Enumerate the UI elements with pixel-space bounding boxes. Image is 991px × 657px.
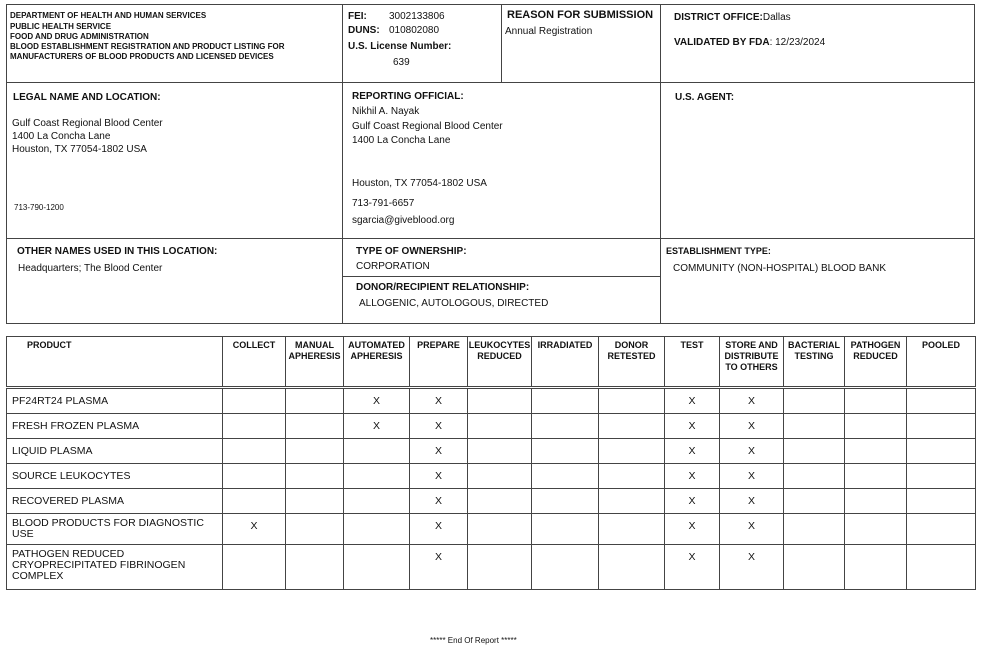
mark-cell (286, 464, 344, 489)
mark-cell (344, 439, 410, 464)
mark-cell (907, 389, 976, 414)
legal-name: Gulf Coast Regional Blood Center (12, 118, 163, 129)
mark-cell (845, 545, 907, 590)
column-header: AUTOMATED APHERESIS (344, 337, 410, 387)
agency-line: FOOD AND DRUG ADMINISTRATION (10, 32, 149, 41)
license-label: U.S. License Number: (348, 41, 452, 52)
mark-cell (845, 514, 907, 545)
table-row (7, 439, 976, 464)
donor-label: DONOR/RECIPIENT RELATIONSHIP: (356, 282, 530, 293)
mark-cell: X (720, 464, 784, 489)
mark-cell (784, 439, 845, 464)
mark-cell (468, 489, 532, 514)
reason-label: REASON FOR SUBMISSION (507, 9, 654, 21)
mark-cell: X (410, 389, 468, 414)
establishment-label: ESTABLISHMENT TYPE: (666, 246, 771, 256)
mark-cell: X (410, 414, 468, 439)
official-label: REPORTING OFFICIAL: (352, 91, 464, 102)
mark-cell: X (665, 389, 720, 414)
table-body (7, 387, 976, 590)
agent-box (660, 82, 975, 239)
mark-cell (532, 389, 599, 414)
mark-cell (784, 514, 845, 545)
mark-cell: X (410, 439, 468, 464)
product-name-cell: FRESH FROZEN PLASMA (7, 414, 223, 439)
legal-phone: 713-790-1200 (14, 203, 64, 212)
column-header: PREPARE (410, 337, 468, 387)
mark-cell (532, 414, 599, 439)
product-name-cell: RECOVERED PLASMA (7, 489, 223, 514)
column-header: TEST (665, 337, 720, 387)
mark-cell (344, 489, 410, 514)
column-header: COLLECT (223, 337, 286, 387)
official-contact (352, 104, 503, 148)
column-header: POOLED (907, 337, 976, 387)
mark-cell: X (665, 464, 720, 489)
mark-cell (845, 414, 907, 439)
mark-cell: X (665, 439, 720, 464)
mark-cell: X (223, 514, 286, 545)
product-name-cell: PF24RT24 PLASMA (7, 389, 223, 414)
mark-cell (223, 489, 286, 514)
agency-line: PUBLIC HEALTH SERVICE (10, 22, 112, 31)
mark-cell (223, 389, 286, 414)
mark-cell (907, 489, 976, 514)
column-header: STORE AND DISTRIBUTE TO OTHERS (720, 337, 784, 387)
mark-cell (286, 439, 344, 464)
district-office (674, 12, 791, 23)
table-header-row (7, 337, 976, 387)
agency-header (10, 9, 285, 62)
official-org: Gulf Coast Regional Blood Center (352, 121, 503, 132)
mark-cell (468, 464, 532, 489)
other-names-value: Headquarters; The Blood Center (18, 263, 163, 274)
fei-value: 3002133806 (389, 11, 445, 22)
mark-cell: X (344, 389, 410, 414)
mark-cell (344, 464, 410, 489)
table-row (7, 414, 976, 439)
agency-line: BLOOD ESTABLISHMENT REGISTRATION AND PRODUCT LISTING FOR (10, 42, 285, 51)
mark-cell (845, 489, 907, 514)
product-name-cell: SOURCE LEUKOCYTES (7, 464, 223, 489)
legal-box (6, 82, 343, 239)
official-email: sgarcia@giveblood.org (352, 215, 455, 226)
product-name-cell: PATHOGEN REDUCED CRYOPRECIPITATED FIBRINOGEN COMPLEX (7, 545, 223, 590)
legal-street: 1400 La Concha Lane (12, 131, 111, 142)
product-name-cell: BLOOD PRODUCTS FOR DIAGNOSTIC USE (7, 514, 223, 545)
mark-cell: X (410, 489, 468, 514)
table-row (7, 514, 976, 545)
mark-cell: X (410, 545, 468, 590)
ownership-value: CORPORATION (356, 261, 430, 272)
duns-label: DUNS: (348, 25, 380, 36)
table-row (7, 389, 976, 414)
mark-cell (784, 489, 845, 514)
mark-cell (784, 464, 845, 489)
mark-cell (468, 439, 532, 464)
mark-cell (599, 414, 665, 439)
mark-cell (286, 489, 344, 514)
official-phone: 713-791-6657 (352, 198, 415, 209)
official-city: Houston, TX 77054-1802 USA (352, 178, 487, 189)
validated (674, 37, 825, 48)
mark-cell (599, 545, 665, 590)
mark-cell (286, 389, 344, 414)
mark-cell (286, 514, 344, 545)
district-label: DISTRICT OFFICE: (674, 12, 763, 23)
mark-cell (907, 545, 976, 590)
mark-cell (223, 545, 286, 590)
mark-cell (907, 414, 976, 439)
mark-cell (223, 464, 286, 489)
ownership-label: TYPE OF OWNERSHIP: (356, 246, 467, 257)
district-value: Dallas (762, 12, 791, 23)
table-row (7, 489, 976, 514)
column-header: LEUKOCYTES REDUCED (468, 337, 532, 387)
agency-line: DEPARTMENT OF HEALTH AND HUMAN SERVICES (10, 11, 207, 20)
mark-cell (784, 545, 845, 590)
mark-cell (599, 489, 665, 514)
column-header: IRRADIATED (532, 337, 599, 387)
reason-value: Annual Registration (505, 26, 593, 37)
table-row (7, 545, 976, 590)
mark-cell (599, 464, 665, 489)
mark-cell: X (410, 514, 468, 545)
mark-cell (286, 545, 344, 590)
mark-cell: X (665, 514, 720, 545)
product-name-cell: LIQUID PLASMA (7, 439, 223, 464)
donor-value: ALLOGENIC, AUTOLOGOUS, DIRECTED (359, 298, 549, 309)
mark-cell (468, 545, 532, 590)
official-street: 1400 La Concha Lane (352, 135, 451, 146)
mark-cell (907, 464, 976, 489)
mark-cell (907, 439, 976, 464)
mark-cell (344, 545, 410, 590)
mark-cell (599, 389, 665, 414)
mark-cell: X (665, 489, 720, 514)
mark-cell (599, 439, 665, 464)
duns-value: 010802080 (389, 25, 440, 36)
mark-cell (845, 464, 907, 489)
mark-cell (223, 439, 286, 464)
mark-cell (468, 389, 532, 414)
mark-cell: X (344, 414, 410, 439)
mark-cell: X (720, 389, 784, 414)
mark-cell (532, 439, 599, 464)
mark-cell (845, 389, 907, 414)
legal-label: LEGAL NAME AND LOCATION: (13, 92, 161, 103)
mark-cell: X (665, 414, 720, 439)
other-names-label: OTHER NAMES USED IN THIS LOCATION: (17, 246, 218, 257)
mark-cell (468, 414, 532, 439)
mark-cell (845, 439, 907, 464)
mark-cell (344, 514, 410, 545)
mark-cell: X (665, 545, 720, 590)
agent-label: U.S. AGENT: (675, 92, 735, 103)
mark-cell (532, 464, 599, 489)
legal-city: Houston, TX 77054-1802 USA (12, 144, 147, 155)
mark-cell (468, 514, 532, 545)
mark-cell (532, 489, 599, 514)
column-header: PRODUCT (7, 337, 223, 387)
mark-cell (907, 514, 976, 545)
mark-cell (532, 514, 599, 545)
validated-label: VALIDATED BY FDA (674, 37, 770, 48)
table-row (7, 464, 976, 489)
legal-address (12, 117, 163, 156)
end-of-report: ***** End Of Report ***** (430, 636, 517, 645)
mark-cell (223, 414, 286, 439)
mark-cell: X (720, 514, 784, 545)
column-header: PATHOGEN REDUCED (845, 337, 907, 387)
license-value: 639 (393, 57, 410, 68)
official-name: Nikhil A. Nayak (352, 106, 420, 117)
mark-cell: X (720, 439, 784, 464)
agency-line: MANUFACTURERS OF BLOOD PRODUCTS AND LICENSED DEVICES (10, 52, 274, 61)
mark-cell: X (720, 414, 784, 439)
mark-cell (784, 414, 845, 439)
validated-date: : 12/23/2024 (769, 37, 826, 48)
mark-cell (599, 514, 665, 545)
mark-cell: X (720, 545, 784, 590)
mark-cell: X (720, 489, 784, 514)
product-table (6, 336, 976, 590)
fei-label: FEI: (348, 11, 367, 22)
column-header: DONOR RETESTED (599, 337, 665, 387)
column-header: MANUAL APHERESIS (286, 337, 344, 387)
mark-cell (784, 389, 845, 414)
establishment-value: COMMUNITY (NON-HOSPITAL) BLOOD BANK (673, 263, 886, 274)
mark-cell (532, 545, 599, 590)
mark-cell (286, 414, 344, 439)
column-header: BACTERIAL TESTING (784, 337, 845, 387)
mark-cell: X (410, 464, 468, 489)
